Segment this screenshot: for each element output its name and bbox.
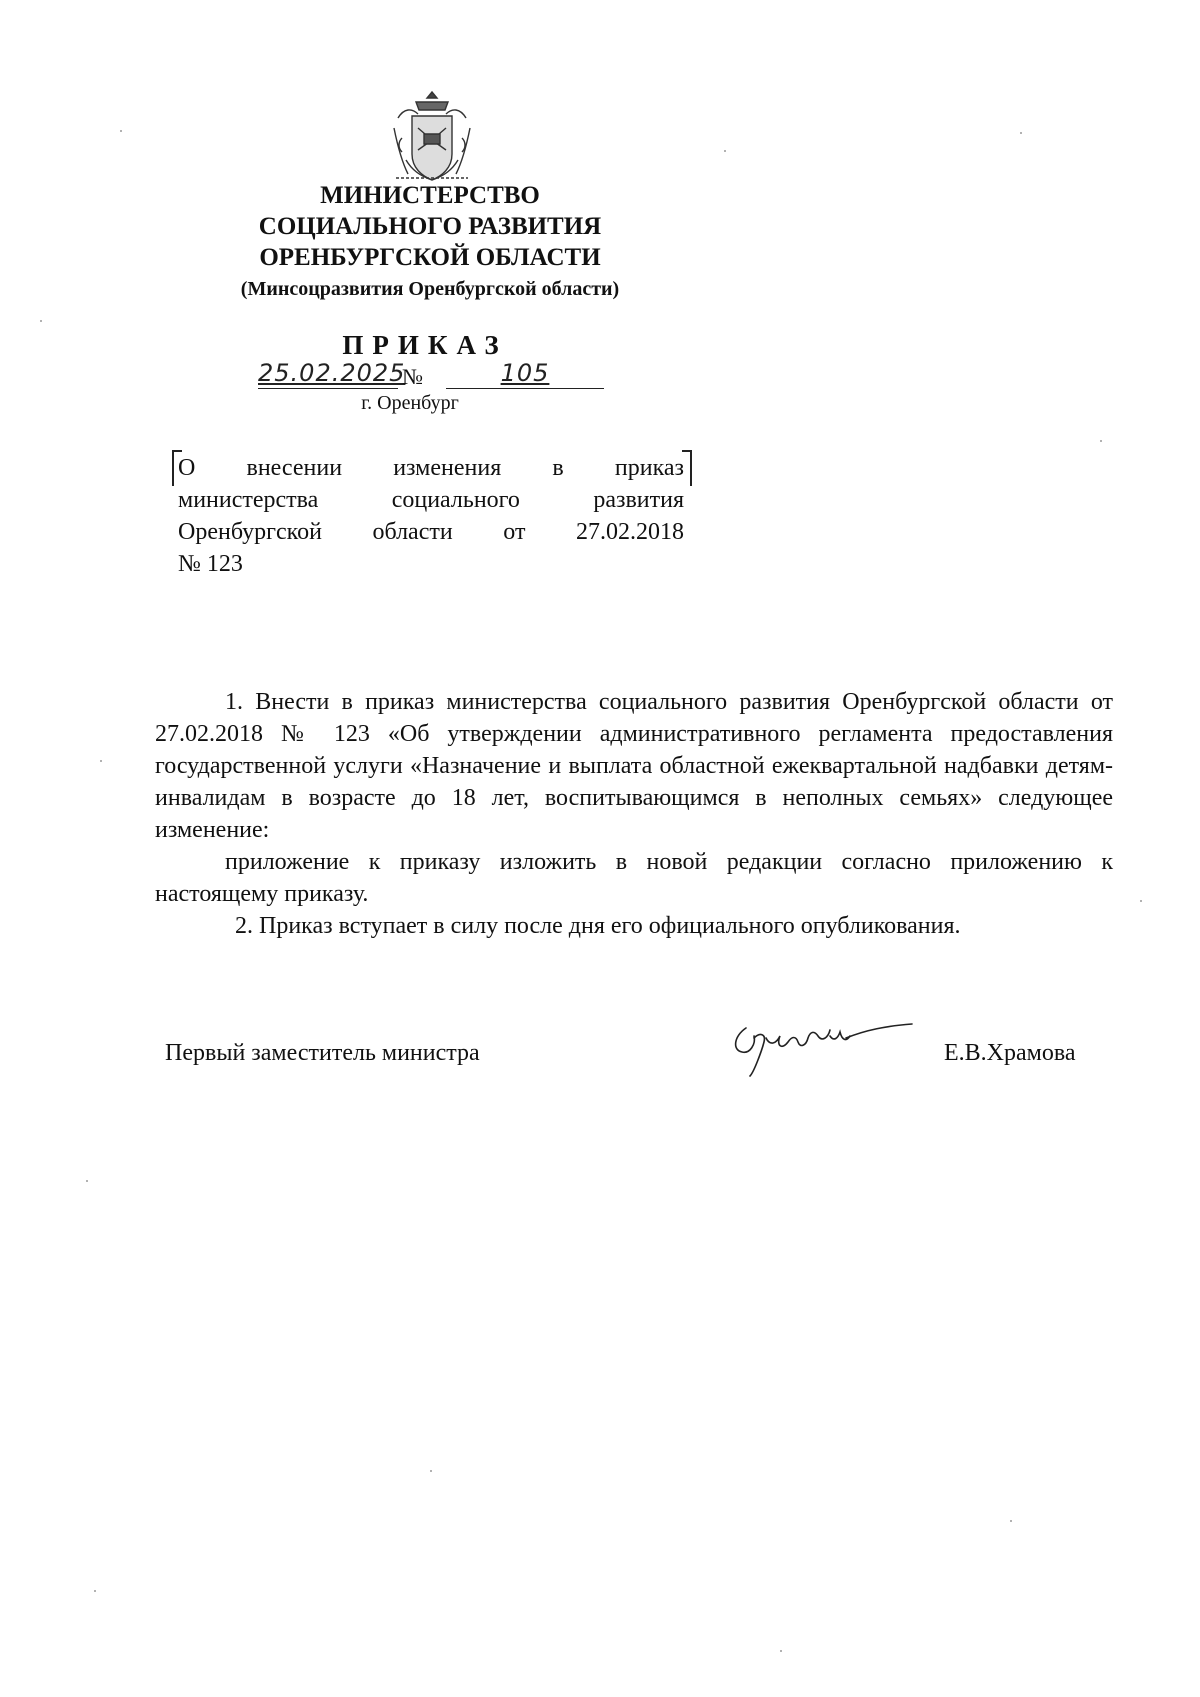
scan-speck [120, 130, 122, 132]
scan-speck [1010, 1520, 1012, 1522]
ministry-name [150, 180, 710, 303]
ministry-name-line3: ОРЕНБУРГСКОЙ ОБЛАСТИ [259, 244, 601, 271]
order-body [155, 686, 1113, 942]
order-date-field [258, 358, 406, 389]
document-type: ПРИКАЗ [342, 330, 508, 360]
scan-speck [1100, 440, 1102, 442]
subject-line: О внесении изменения в приказ [178, 455, 684, 481]
coat-of-arms-icon [386, 88, 478, 188]
order-subject [178, 452, 684, 580]
handwritten-signature [726, 1008, 926, 1078]
ministry-name-line2: СОЦИАЛЬНОГО РАЗВИТИЯ [258, 213, 602, 240]
subject-line: № 123 [178, 551, 243, 577]
city: г. Оренбург [361, 392, 459, 414]
scan-speck [100, 760, 102, 762]
scan-speck [430, 1470, 432, 1472]
order-number-field [446, 358, 604, 389]
scan-speck [1140, 900, 1142, 902]
order-date: 25.02.2025 [258, 359, 406, 387]
order-number: 105 [500, 359, 550, 387]
ministry-short-name: (Минсоцразвития Оренбургской области) [240, 278, 620, 300]
signer-name: Е.В.Храмова [944, 1040, 1076, 1066]
body-paragraph: приложение к приказу изложить в новой редакции согласно приложению к настоящему приказу. [155, 849, 1113, 907]
scan-speck [40, 320, 42, 322]
scan-speck [780, 1650, 782, 1652]
scan-speck [724, 150, 726, 152]
ministry-name-line1: МИНИСТЕРСТВО [320, 182, 540, 209]
signer-position: Первый заместитель министра [165, 1040, 480, 1066]
subject-line: Оренбургской области от 27.02.2018 [178, 519, 684, 545]
number-sign: № [402, 364, 423, 389]
subject-line: министерства социального развития [178, 487, 684, 513]
scan-speck [94, 1590, 96, 1592]
scan-speck [1020, 132, 1022, 134]
body-paragraph: 2. Приказ вступает в силу после дня его официального опубликования. [235, 913, 961, 939]
body-paragraph: 1. Внести в приказ министерства социального развития Оренбургской области от 27.02.2018 № 123 «Об утверждении административного регламента предоставления государственной услуги «Назначение и выплата областной ежеквартальной надбавки детям-инвалидам в возрасте до 18 лет, воспитывающимся в неполных семьях» следующее изменение: [155, 689, 1113, 843]
scan-speck [86, 1180, 88, 1182]
